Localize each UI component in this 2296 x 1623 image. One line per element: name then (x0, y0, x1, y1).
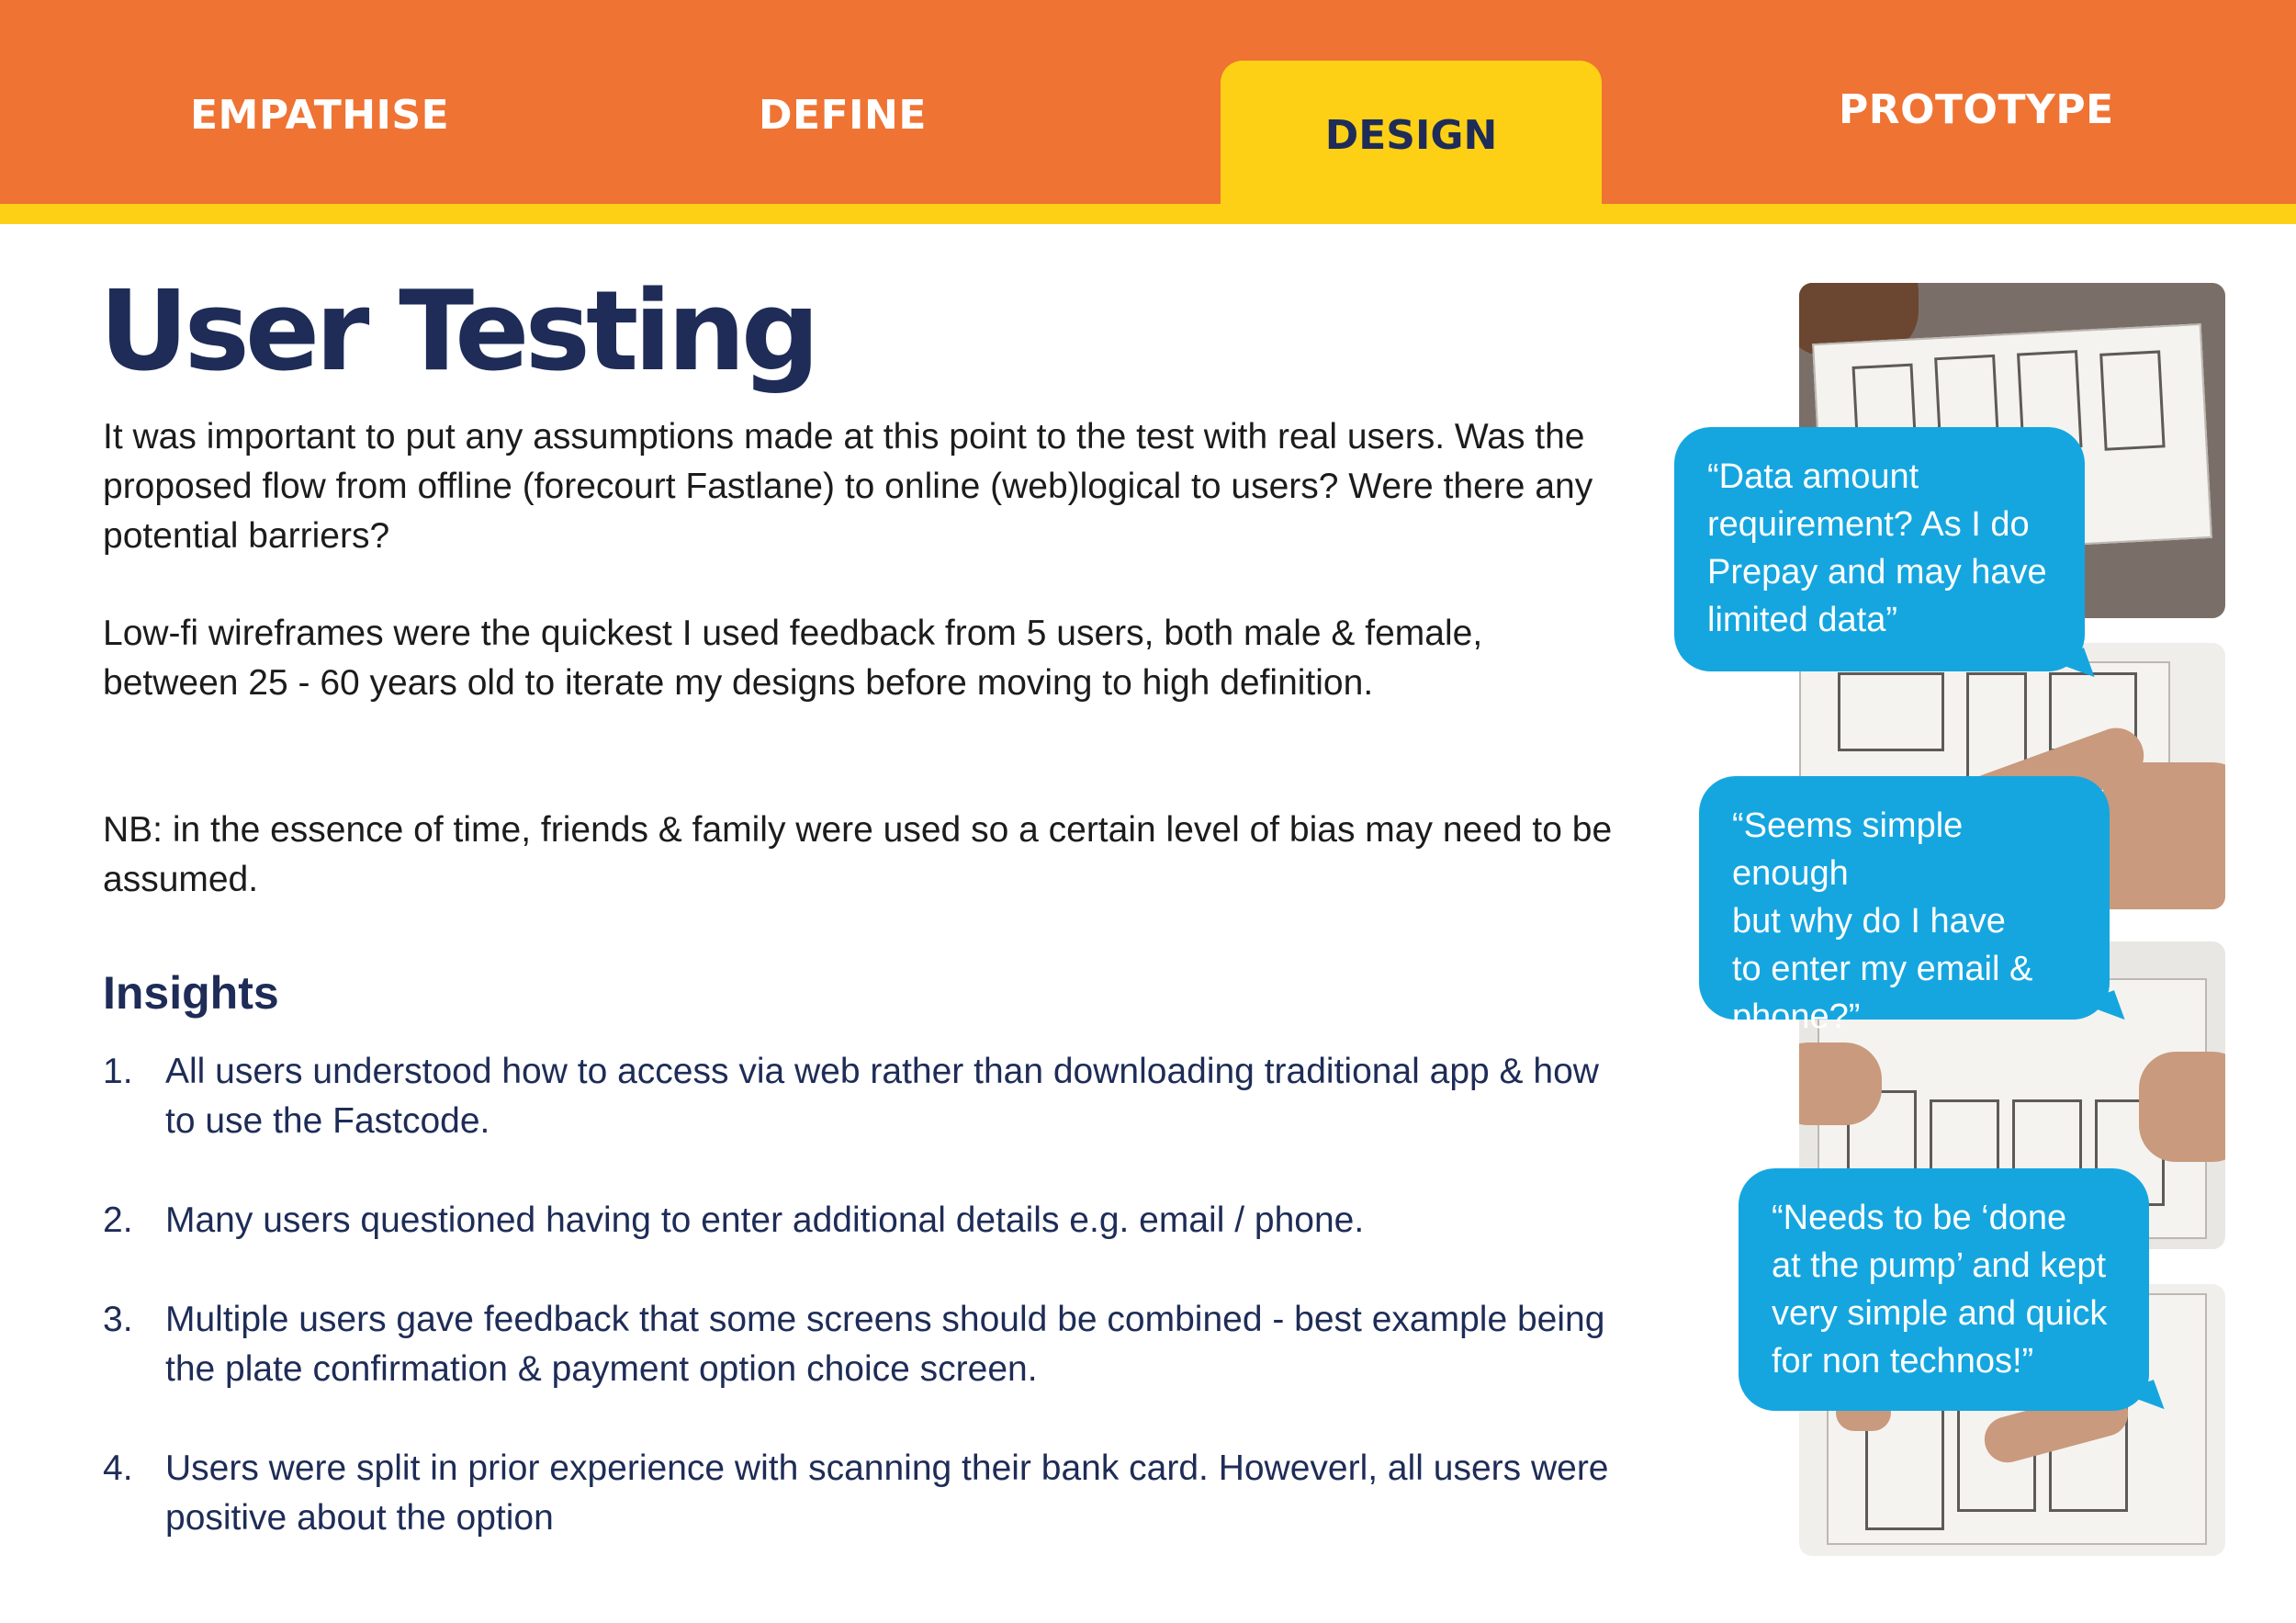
tab-prototype[interactable]: PROTOTYPE (1839, 86, 2114, 133)
list-item-text: Multiple users gave feedback that some screens should be combined - best example being the plate confirmation & payment option choice screen. (165, 1300, 1605, 1389)
list-item (103, 1196, 1609, 1245)
tab-design[interactable] (1221, 61, 1602, 224)
hand-shape (2139, 1052, 2225, 1162)
wireframe-sketch (1838, 672, 1944, 751)
quote-text: “Data amount requirement? As I do Prepay and may have limited data” (1707, 457, 2047, 639)
list-item (103, 1444, 1609, 1543)
page-title: User Testing (99, 268, 816, 396)
hand-shape (2102, 762, 2225, 909)
bias-note-paragraph: NB: in the essence of time, friends & family were used so a certain level of bias may need to be assumed. (103, 810, 1613, 899)
quote-text: “Needs to be ‘done at the pump’ and kept very simple and quick for non technos!” (1772, 1199, 2108, 1381)
method-paragraph: Low-fi wireframes were the quickest I used feedback from 5 users, both male & female, between 25 - 60 years old to iterate my designs before moving to high definition. (103, 614, 1483, 703)
hand-shape (1799, 1043, 1882, 1125)
quote-bubble (1739, 1168, 2149, 1411)
insights-list (103, 1047, 1609, 1593)
list-item-text: All users understood how to access via web rather than downloading traditional app & how to use the Fastcode. (165, 1052, 1599, 1141)
list-item-number: 3. (103, 1300, 133, 1339)
list-item-number: 4. (103, 1448, 133, 1488)
list-item-number: 2. (103, 1200, 133, 1240)
nav-underline (0, 204, 2296, 224)
list-item (103, 1295, 1609, 1394)
tab-design-label: DESIGN (1324, 112, 1498, 159)
quote-text: “Seems simple enough but why do I have to enter my email & phone?” (1732, 806, 2033, 1036)
quote-bubble (1699, 776, 2110, 1036)
tab-empathise[interactable]: EMPATHISE (190, 92, 450, 139)
list-item-number: 1. (103, 1052, 133, 1091)
top-nav (0, 0, 2296, 204)
intro-paragraph: It was important to put any assumptions made at this point to the test with real users. Was the proposed flow from offline (forecourt Fastlane) to online (web)logical to users? Were there any potential barriers? (103, 417, 1593, 556)
tab-define[interactable]: DEFINE (759, 92, 927, 139)
insights-heading: Insights (103, 967, 279, 1019)
list-item (103, 1047, 1609, 1146)
wireframe-sketch (2099, 350, 2165, 450)
list-item-text: Many users questioned having to enter additional details e.g. email / phone. (165, 1200, 1365, 1240)
list-item-text: Users were split in prior experience with scanning their bank card. Howeverl, all users were positive about the option (165, 1448, 1609, 1538)
quote-bubble (1674, 427, 2085, 671)
